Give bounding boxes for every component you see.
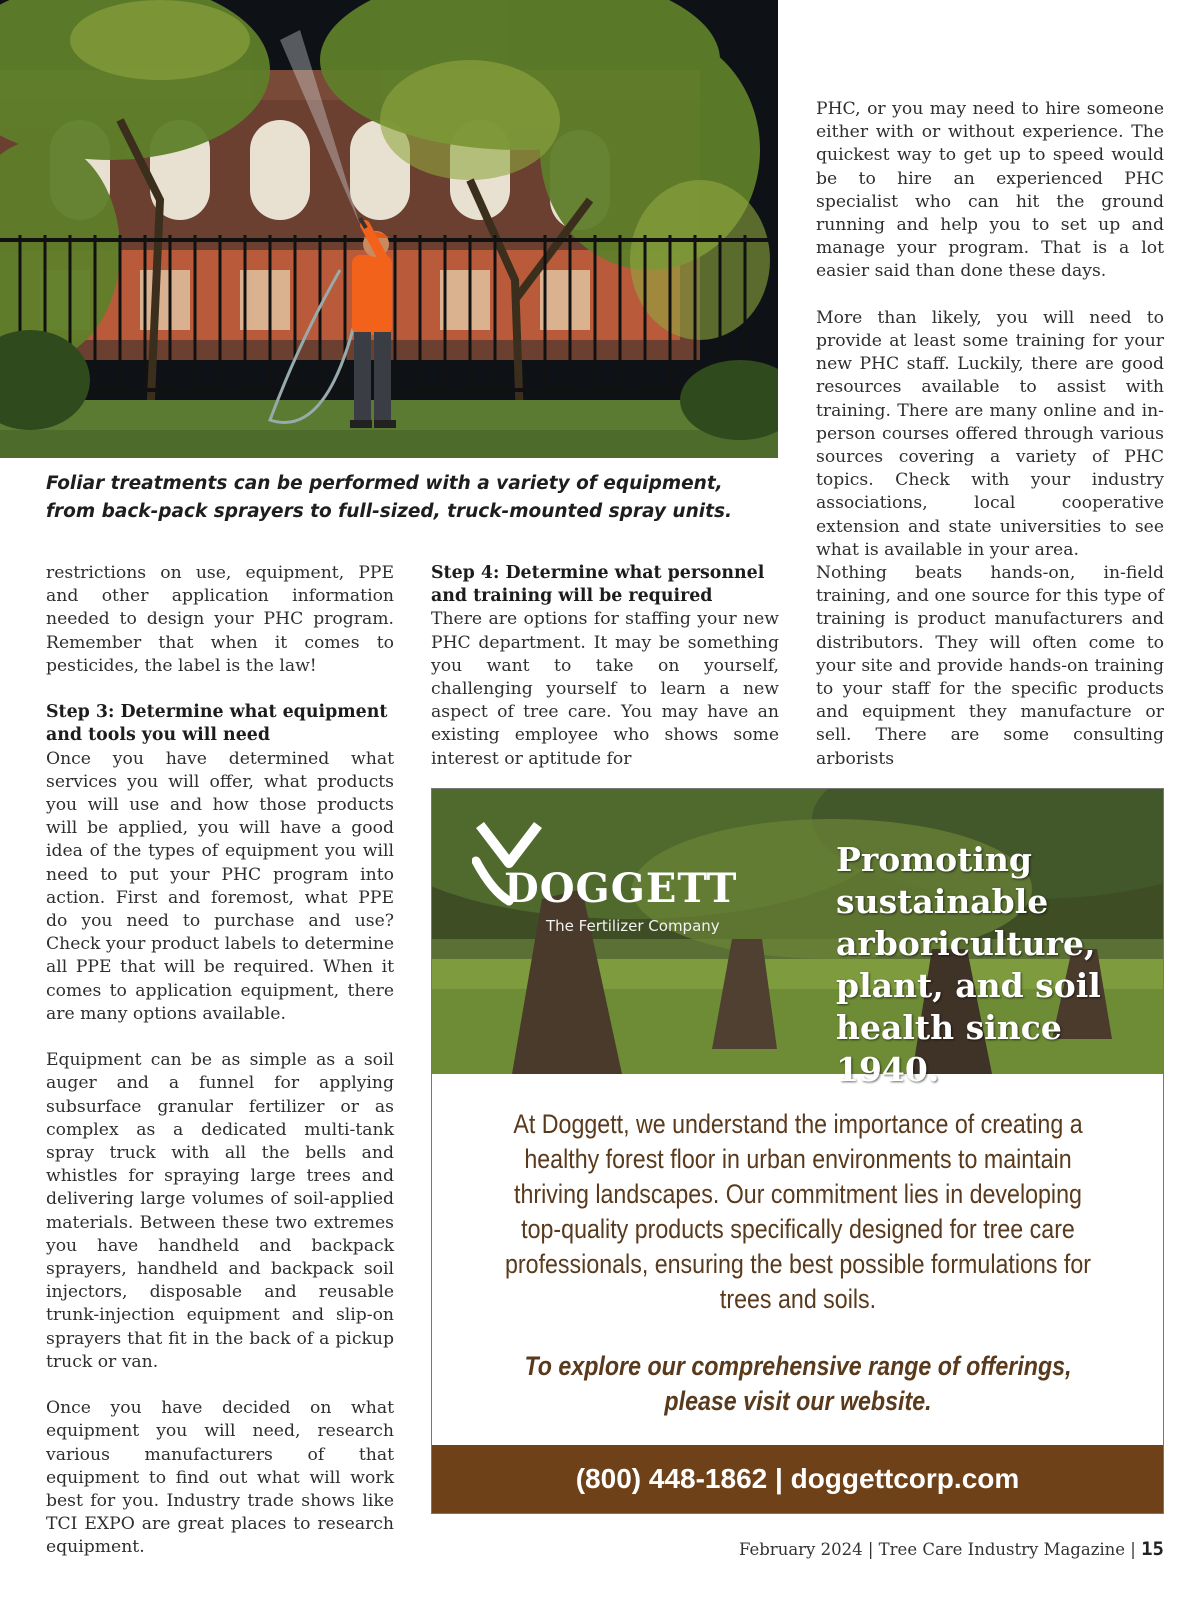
article-column-3-upper: [816, 98, 1164, 562]
section-heading-step-3: Step 3: Determine what equipment and tools you will need: [46, 702, 388, 746]
page-number: 15: [1141, 1538, 1164, 1560]
paragraph: Equipment can be as simple as a soil auger and a funnel for applying subsurface granular fertilizer or as complex as a dedicated multi-tank spray truck with all the bells and whistles for spraying large trees and delivering large volumes of soil-applied materials. Between these two extremes you have handheld and backpack sprayers, handheld and backpack soil injectors, disposable and reusable trunk-injection equipment and slip-on sprayers that fit in the back of a pickup truck or van.: [46, 1050, 394, 1372]
ad-tagline: The Fertilizer Company: [546, 917, 720, 935]
paragraph: Once you have determined what services you will offer, what products you will use and how those products will be applied, you will have a good idea of the types of equipment you will need to put your PHC program into action. First and foremost, what PPE do you need to purchase and use? Check your product labels to determine all PPE that will be required. When it comes to application equipment, there are many options available.: [46, 748, 394, 1024]
paragraph: More than likely, you will need to provide at least some training for your new PHC staff. Luckily, there are good resources available to assist with training. There are many online and in-person courses offered through various sources covering a variety of PHC topics. Check with your industry associations, local cooperative extension and state universities to see what is available in your area.: [816, 307, 1164, 560]
feature-photo: [0, 0, 778, 458]
issue-label: February 2024 | Tree Care Industry Magazine |: [738, 1540, 1142, 1559]
photo-caption: Foliar treatments can be performed with a variety of equipment, from back-pack sprayers to full-sized, truck-mounted spray units.: [46, 473, 732, 522]
ad-contact-bar[interactable]: [432, 1445, 1163, 1513]
ad-headline: Promoting sustainable arboriculture, plant, and soil health since 1940.: [836, 840, 1101, 1089]
paragraph: Once you have decided on what equipment you will need, research various manufacturers of that equipment to find out what will work best for you. Industry trade shows like TCI EXPO are great places to research equipment.: [46, 1398, 394, 1558]
paragraph: Nothing beats hands-on, in-field training, and one source for this type of training is product manufacturers and distributors. They will often come to your site and provide hands-on training to your staff for the specific products and equipment they manufacture or sell. There are some consulting arborists: [816, 563, 1164, 769]
ad-call-to-action: To explore our comprehensive range of offerings, please visit our website.: [524, 1351, 1072, 1416]
ad-brand-name: DOGGETT: [504, 865, 738, 912]
article-column-1: [46, 562, 394, 1560]
paragraph: There are options for staffing your new PHC department. It may be something you want to take on yourself, challenging yourself to learn a new aspect of tree care. You may have an existing employee who shows some interest or aptitude for: [431, 609, 779, 769]
article-column-2: [431, 562, 779, 771]
photo-illustration: [0, 0, 778, 458]
article-column-3-lower: [816, 562, 1164, 771]
ad-body-text: At Doggett, we understand the importance of creating a healthy forest floor in urban environments to maintain thriving landscapes. Our commitment lies in developing top-quality products specifically designed for tree care professionals, ensuring the best possible formulations for trees and soils.: [505, 1109, 1091, 1314]
paragraph: restrictions on use, equipment, PPE and other application information needed to design your PHC program. Remember that when it comes to pesticides, the label is the law!: [46, 563, 394, 676]
paragraph: PHC, or you may need to hire someone either with or without experience. The quickest way to get up to speed would be to hire an experienced PHC specialist who can hit the ground running and help you to set up and manage your program. That is a lot easier said than done these days.: [816, 99, 1164, 282]
doggett-advertisement[interactable]: [431, 788, 1164, 1514]
section-heading-step-4: Step 4: Determine what personnel and training will be required: [431, 563, 765, 607]
page-footer: [739, 1538, 1164, 1560]
ad-contact-link[interactable]: (800) 448-1862 | doggettcorp.com: [575, 1463, 1020, 1494]
